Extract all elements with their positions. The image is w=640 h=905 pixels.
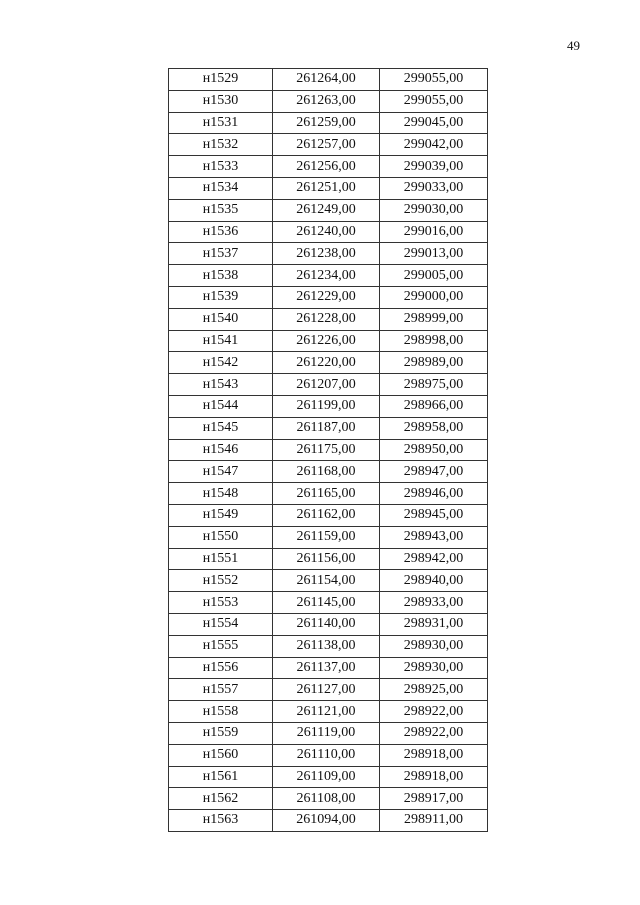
point-name-cell: н1540 xyxy=(169,308,273,330)
y-coordinate-cell: 298999,00 xyxy=(380,308,488,330)
table-row xyxy=(169,112,488,134)
y-coordinate-cell: 298958,00 xyxy=(380,417,488,439)
point-name-cell: н1562 xyxy=(169,788,273,810)
y-coordinate-cell: 298945,00 xyxy=(380,504,488,526)
y-coordinate-cell: 298946,00 xyxy=(380,483,488,505)
point-name-cell: н1537 xyxy=(169,243,273,265)
table-row xyxy=(169,526,488,548)
point-name-cell: н1543 xyxy=(169,374,273,396)
x-coordinate-cell: 261162,00 xyxy=(273,504,380,526)
x-coordinate-cell: 261175,00 xyxy=(273,439,380,461)
point-name-cell: н1546 xyxy=(169,439,273,461)
table-row xyxy=(169,766,488,788)
x-coordinate-cell: 261259,00 xyxy=(273,112,380,134)
table-row xyxy=(169,722,488,744)
y-coordinate-cell: 299030,00 xyxy=(380,199,488,221)
x-coordinate-cell: 261127,00 xyxy=(273,679,380,701)
point-name-cell: н1550 xyxy=(169,526,273,548)
table-row xyxy=(169,395,488,417)
point-name-cell: н1531 xyxy=(169,112,273,134)
x-coordinate-cell: 261238,00 xyxy=(273,243,380,265)
x-coordinate-cell: 261159,00 xyxy=(273,526,380,548)
x-coordinate-cell: 261140,00 xyxy=(273,613,380,635)
y-coordinate-cell: 298918,00 xyxy=(380,744,488,766)
table-row xyxy=(169,461,488,483)
table-row xyxy=(169,701,488,723)
y-coordinate-cell: 299055,00 xyxy=(380,90,488,112)
x-coordinate-cell: 261199,00 xyxy=(273,395,380,417)
point-name-cell: н1551 xyxy=(169,548,273,570)
x-coordinate-cell: 261154,00 xyxy=(273,570,380,592)
table-row xyxy=(169,657,488,679)
x-coordinate-cell: 261257,00 xyxy=(273,134,380,156)
y-coordinate-cell: 299039,00 xyxy=(380,156,488,178)
x-coordinate-cell: 261220,00 xyxy=(273,352,380,374)
x-coordinate-cell: 261228,00 xyxy=(273,308,380,330)
table-row xyxy=(169,90,488,112)
point-name-cell: н1529 xyxy=(169,69,273,91)
y-coordinate-cell: 298943,00 xyxy=(380,526,488,548)
x-coordinate-cell: 261249,00 xyxy=(273,199,380,221)
x-coordinate-cell: 261264,00 xyxy=(273,69,380,91)
point-name-cell: н1545 xyxy=(169,417,273,439)
table-row xyxy=(169,439,488,461)
table-row xyxy=(169,308,488,330)
point-name-cell: н1536 xyxy=(169,221,273,243)
table-row xyxy=(169,504,488,526)
y-coordinate-cell: 298933,00 xyxy=(380,592,488,614)
table-row xyxy=(169,177,488,199)
point-name-cell: н1548 xyxy=(169,483,273,505)
x-coordinate-cell: 261229,00 xyxy=(273,286,380,308)
y-coordinate-cell: 298930,00 xyxy=(380,657,488,679)
point-name-cell: н1554 xyxy=(169,613,273,635)
y-coordinate-cell: 299016,00 xyxy=(380,221,488,243)
page-number: 49 xyxy=(567,38,580,53)
point-name-cell: н1561 xyxy=(169,766,273,788)
x-coordinate-cell: 261145,00 xyxy=(273,592,380,614)
y-coordinate-cell: 299000,00 xyxy=(380,286,488,308)
y-coordinate-cell: 298966,00 xyxy=(380,395,488,417)
x-coordinate-cell: 261108,00 xyxy=(273,788,380,810)
table-row xyxy=(169,352,488,374)
point-name-cell: н1547 xyxy=(169,461,273,483)
x-coordinate-cell: 261156,00 xyxy=(273,548,380,570)
x-coordinate-cell: 261137,00 xyxy=(273,657,380,679)
y-coordinate-cell: 298989,00 xyxy=(380,352,488,374)
table-row xyxy=(169,483,488,505)
table-row xyxy=(169,679,488,701)
table-row xyxy=(169,286,488,308)
table-row xyxy=(169,134,488,156)
table-row xyxy=(169,548,488,570)
x-coordinate-cell: 261240,00 xyxy=(273,221,380,243)
table-row xyxy=(169,810,488,832)
table-row xyxy=(169,570,488,592)
x-coordinate-cell: 261121,00 xyxy=(273,701,380,723)
y-coordinate-cell: 299045,00 xyxy=(380,112,488,134)
point-name-cell: н1549 xyxy=(169,504,273,526)
y-coordinate-cell: 299013,00 xyxy=(380,243,488,265)
point-name-cell: н1563 xyxy=(169,810,273,832)
point-name-cell: н1555 xyxy=(169,635,273,657)
point-name-cell: н1557 xyxy=(169,679,273,701)
x-coordinate-cell: 261138,00 xyxy=(273,635,380,657)
x-coordinate-cell: 261165,00 xyxy=(273,483,380,505)
y-coordinate-cell: 298911,00 xyxy=(380,810,488,832)
y-coordinate-cell: 298925,00 xyxy=(380,679,488,701)
y-coordinate-cell: 298940,00 xyxy=(380,570,488,592)
y-coordinate-cell: 298950,00 xyxy=(380,439,488,461)
x-coordinate-cell: 261119,00 xyxy=(273,722,380,744)
table-row xyxy=(169,221,488,243)
point-name-cell: н1535 xyxy=(169,199,273,221)
y-coordinate-cell: 298922,00 xyxy=(380,722,488,744)
y-coordinate-cell: 298947,00 xyxy=(380,461,488,483)
x-coordinate-cell: 261187,00 xyxy=(273,417,380,439)
table-row xyxy=(169,613,488,635)
table-row xyxy=(169,69,488,91)
x-coordinate-cell: 261110,00 xyxy=(273,744,380,766)
point-name-cell: н1538 xyxy=(169,265,273,287)
table-row xyxy=(169,635,488,657)
x-coordinate-cell: 261234,00 xyxy=(273,265,380,287)
point-name-cell: н1553 xyxy=(169,592,273,614)
point-name-cell: н1558 xyxy=(169,701,273,723)
y-coordinate-cell: 298930,00 xyxy=(380,635,488,657)
table-row xyxy=(169,788,488,810)
point-name-cell: н1559 xyxy=(169,722,273,744)
point-name-cell: н1530 xyxy=(169,90,273,112)
table-row xyxy=(169,243,488,265)
point-name-cell: н1539 xyxy=(169,286,273,308)
coordinates-table-body xyxy=(169,69,488,832)
table-row xyxy=(169,374,488,396)
table-row xyxy=(169,265,488,287)
y-coordinate-cell: 298918,00 xyxy=(380,766,488,788)
point-name-cell: н1532 xyxy=(169,134,273,156)
x-coordinate-cell: 261109,00 xyxy=(273,766,380,788)
table-row xyxy=(169,199,488,221)
x-coordinate-cell: 261251,00 xyxy=(273,177,380,199)
point-name-cell: н1542 xyxy=(169,352,273,374)
point-name-cell: н1534 xyxy=(169,177,273,199)
x-coordinate-cell: 261094,00 xyxy=(273,810,380,832)
y-coordinate-cell: 299033,00 xyxy=(380,177,488,199)
point-name-cell: н1552 xyxy=(169,570,273,592)
y-coordinate-cell: 299042,00 xyxy=(380,134,488,156)
y-coordinate-cell: 298975,00 xyxy=(380,374,488,396)
table-row xyxy=(169,744,488,766)
x-coordinate-cell: 261256,00 xyxy=(273,156,380,178)
y-coordinate-cell: 299055,00 xyxy=(380,69,488,91)
x-coordinate-cell: 261168,00 xyxy=(273,461,380,483)
y-coordinate-cell: 298917,00 xyxy=(380,788,488,810)
table-row xyxy=(169,592,488,614)
point-name-cell: н1533 xyxy=(169,156,273,178)
y-coordinate-cell: 298998,00 xyxy=(380,330,488,352)
point-name-cell: н1560 xyxy=(169,744,273,766)
coordinates-table xyxy=(168,68,488,832)
x-coordinate-cell: 261263,00 xyxy=(273,90,380,112)
point-name-cell: н1556 xyxy=(169,657,273,679)
table-row xyxy=(169,156,488,178)
point-name-cell: н1544 xyxy=(169,395,273,417)
x-coordinate-cell: 261207,00 xyxy=(273,374,380,396)
table-row xyxy=(169,417,488,439)
y-coordinate-cell: 298942,00 xyxy=(380,548,488,570)
y-coordinate-cell: 299005,00 xyxy=(380,265,488,287)
table-row xyxy=(169,330,488,352)
y-coordinate-cell: 298931,00 xyxy=(380,613,488,635)
point-name-cell: н1541 xyxy=(169,330,273,352)
x-coordinate-cell: 261226,00 xyxy=(273,330,380,352)
y-coordinate-cell: 298922,00 xyxy=(380,701,488,723)
